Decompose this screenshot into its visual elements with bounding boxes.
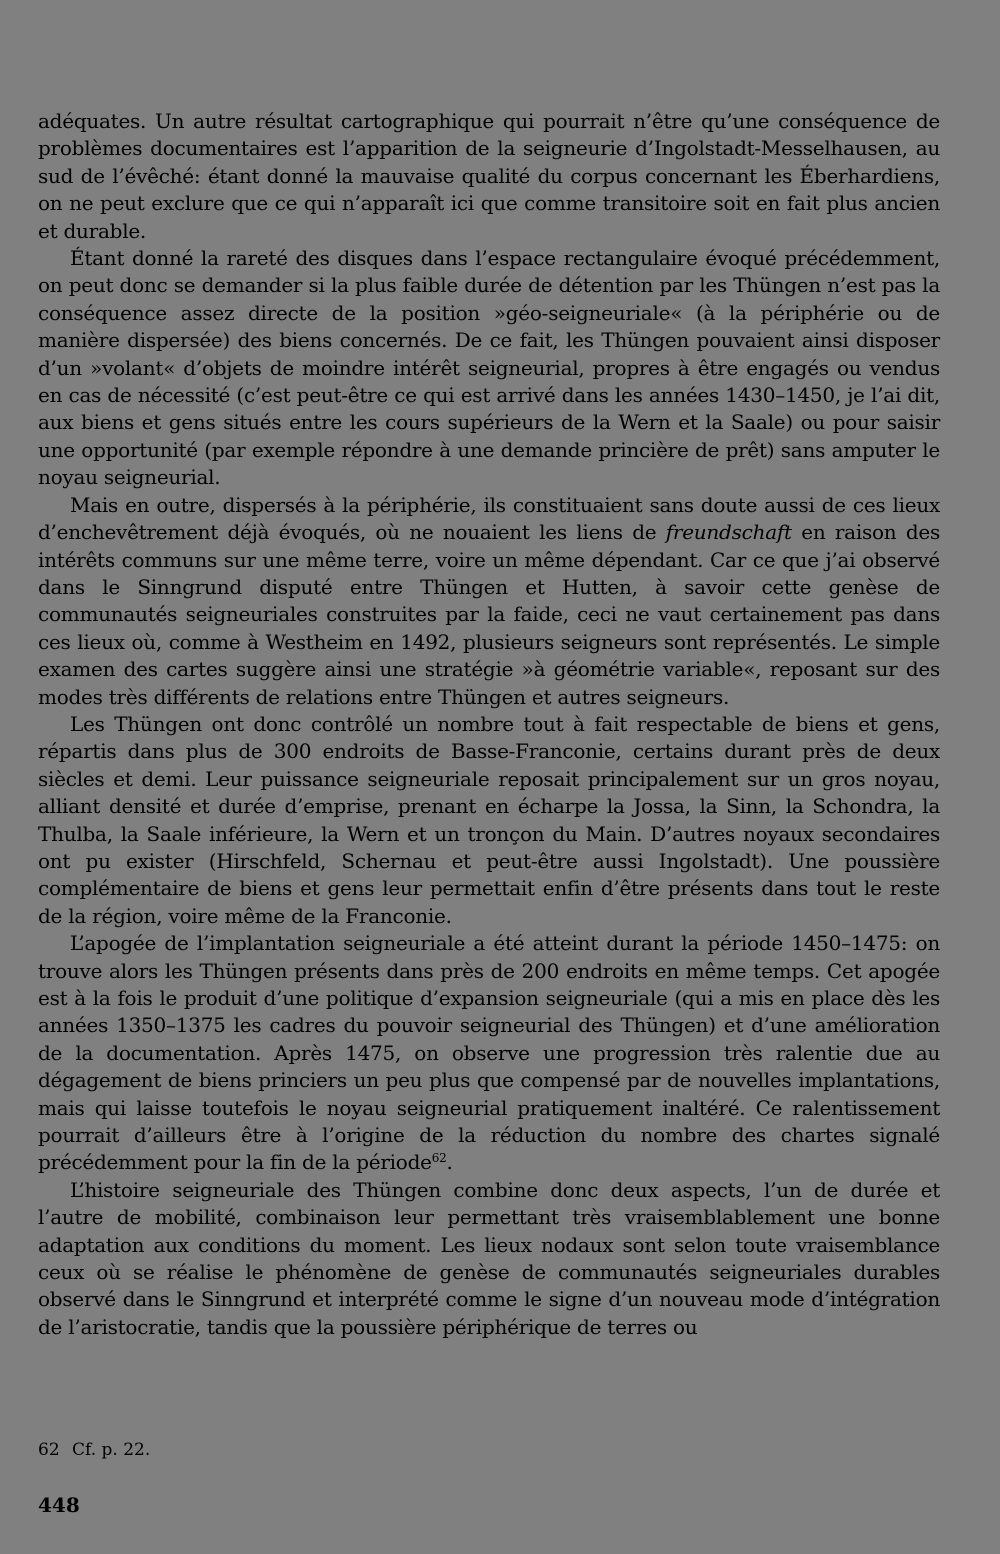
paragraph-4-text: Les Thüngen ont donc contrôlé un nombre tout à fait respectable de biens et gens, répartis dans plus de 300 endroits de Basse-Franconie, certains durant près de deux siècles et demi. Leur puissance seigneuriale reposait principalement sur un gros noyau, alliant densité et durée d’emprise, prenant en écharpe la Jossa, la Sinn, la Schondra, la Thulba, la Saale inférieure, la Wern et un tronçon du Main. D’autres noyaux secondaires ont pu exister (Hirschfeld, Schernau et peut-être aussi Ingolstadt). Une poussière complémentaire de biens et gens leur permettait enfin d’être présents dans tout le reste de la région, voire même de la Franconie. bbox=[38, 711, 940, 928]
paragraph-3-text-before: Mais en outre, dispersés à la périphérie, ils constituaient sans doute aussi de ces lieux d’enchevêtrement déjà évoqués, où ne nouaient les liens de bbox=[38, 492, 940, 545]
paragraph-3-italic-term: freundschaft bbox=[665, 520, 792, 545]
paragraph-2 bbox=[38, 245, 940, 492]
paragraph-2-text: Étant donné la rareté des disques dans l’espace rectangulaire évoqué précédemment, on peut donc se demander si la plus faible durée de détention par les Thüngen n’est pas la conséquence assez directe de la position »géo-seigneuriale« (à la périphérie ou de manière dispersée) des biens concernés. De ce fait, les Thüngen pouvaient ainsi disposer d’un »volant« d’objets de moindre intérêt seigneurial, propres à être engagés ou vendus en cas de nécessité (c’est peut-être ce qui est arrivé dans les années 1430–1450, je l’ai dit, aux biens et gens situés entre les cours supérieurs de la Wern et la Saale) ou pour saisir une opportunité (par exemple répondre à une demande princière de prêt) sans amputer le noyau seigneurial. bbox=[38, 246, 940, 490]
paragraph-6 bbox=[38, 1177, 940, 1341]
page-number: 448 bbox=[38, 1493, 80, 1517]
paragraph-5-text: L’apogée de l’implantation seigneuriale a été atteint durant la période 1450–1475: on trouve alors les Thüngen présents dans près de 200 endroits en même temps. Cet apogée est à la fois le produit d’une politique d’expansion seigneuriale (qui a mis en place dès les années 1350–1375 les cadres du pouvoir seigneurial des Thüngen) et d’une amélioration de la documentation. Après 1475, on observe une progression très ralentie due au dégagement de biens princiers un peu plus que compensé par de nouvelles implantations, mais qui laisse toutefois le noyau seigneurial pratiquement inaltéré. Ce ralentissement pourrait d’ailleurs être à l’origine de la réduction du nombre des chartes signalé précédemment pour la fin de la période bbox=[38, 931, 940, 1175]
paragraph-5 bbox=[38, 930, 940, 1177]
paragraph-3 bbox=[38, 492, 940, 711]
footnote-number: 62 bbox=[38, 1440, 60, 1460]
footnote-text: Cf. p. 22. bbox=[72, 1440, 151, 1460]
body-text bbox=[38, 108, 940, 1341]
paragraph-5-text-after: . bbox=[446, 1150, 453, 1175]
paragraph-4 bbox=[38, 711, 940, 930]
footnote bbox=[38, 1439, 150, 1461]
paragraph-1 bbox=[38, 108, 940, 245]
paragraph-6-text: L’histoire seigneuriale des Thüngen combine donc deux aspects, l’un de durée et l’autre de mobilité, combinaison leur permettant très vraisemblablement une bonne adaptation aux conditions du moment. Les lieux nodaux sont selon toute vraisemblance ceux où se réalise le phénomène de genèse de communautés seigneuriales durables observé dans le Sinngrund et interprété comme le signe d’un nouveau mode d’intégration de l’aristocratie, tandis que la poussière périphérique de terres ou bbox=[38, 1177, 940, 1339]
paragraph-3-text-after: en raison des intérêts communs sur une même terre, voire un même dépendant. Car ce que j’ai observé dans le Sinngrund disputé entre Thüngen et Hutten, à savoir cette genèse de communautés seigneuriales construites par la faide, ceci ne vaut certainement pas dans ces lieux où, comme à Westheim en 1492, plusieurs seigneurs sont représentés. Le simple examen des cartes suggère ainsi une stratégie »à géométrie variable«, reposant sur des modes très différents de relations entre Thüngen et autres seigneurs. bbox=[38, 520, 940, 709]
footnote-reference-62[interactable]: 62 bbox=[431, 1151, 447, 1166]
paragraph-1-text: adéquates. Un autre résultat cartographique qui pourrait n’être qu’une conséquence de problèmes documentaires est l’apparition de la seigneurie d’Ingolstadt-Messelhausen, au sud de l’évêché: étant donné la mauvaise qualité du corpus concernant les Éberhardiens, on ne peut exclure que ce qui n’apparaît ici que comme transitoire soit en fait plus ancien et durable. bbox=[38, 109, 940, 243]
